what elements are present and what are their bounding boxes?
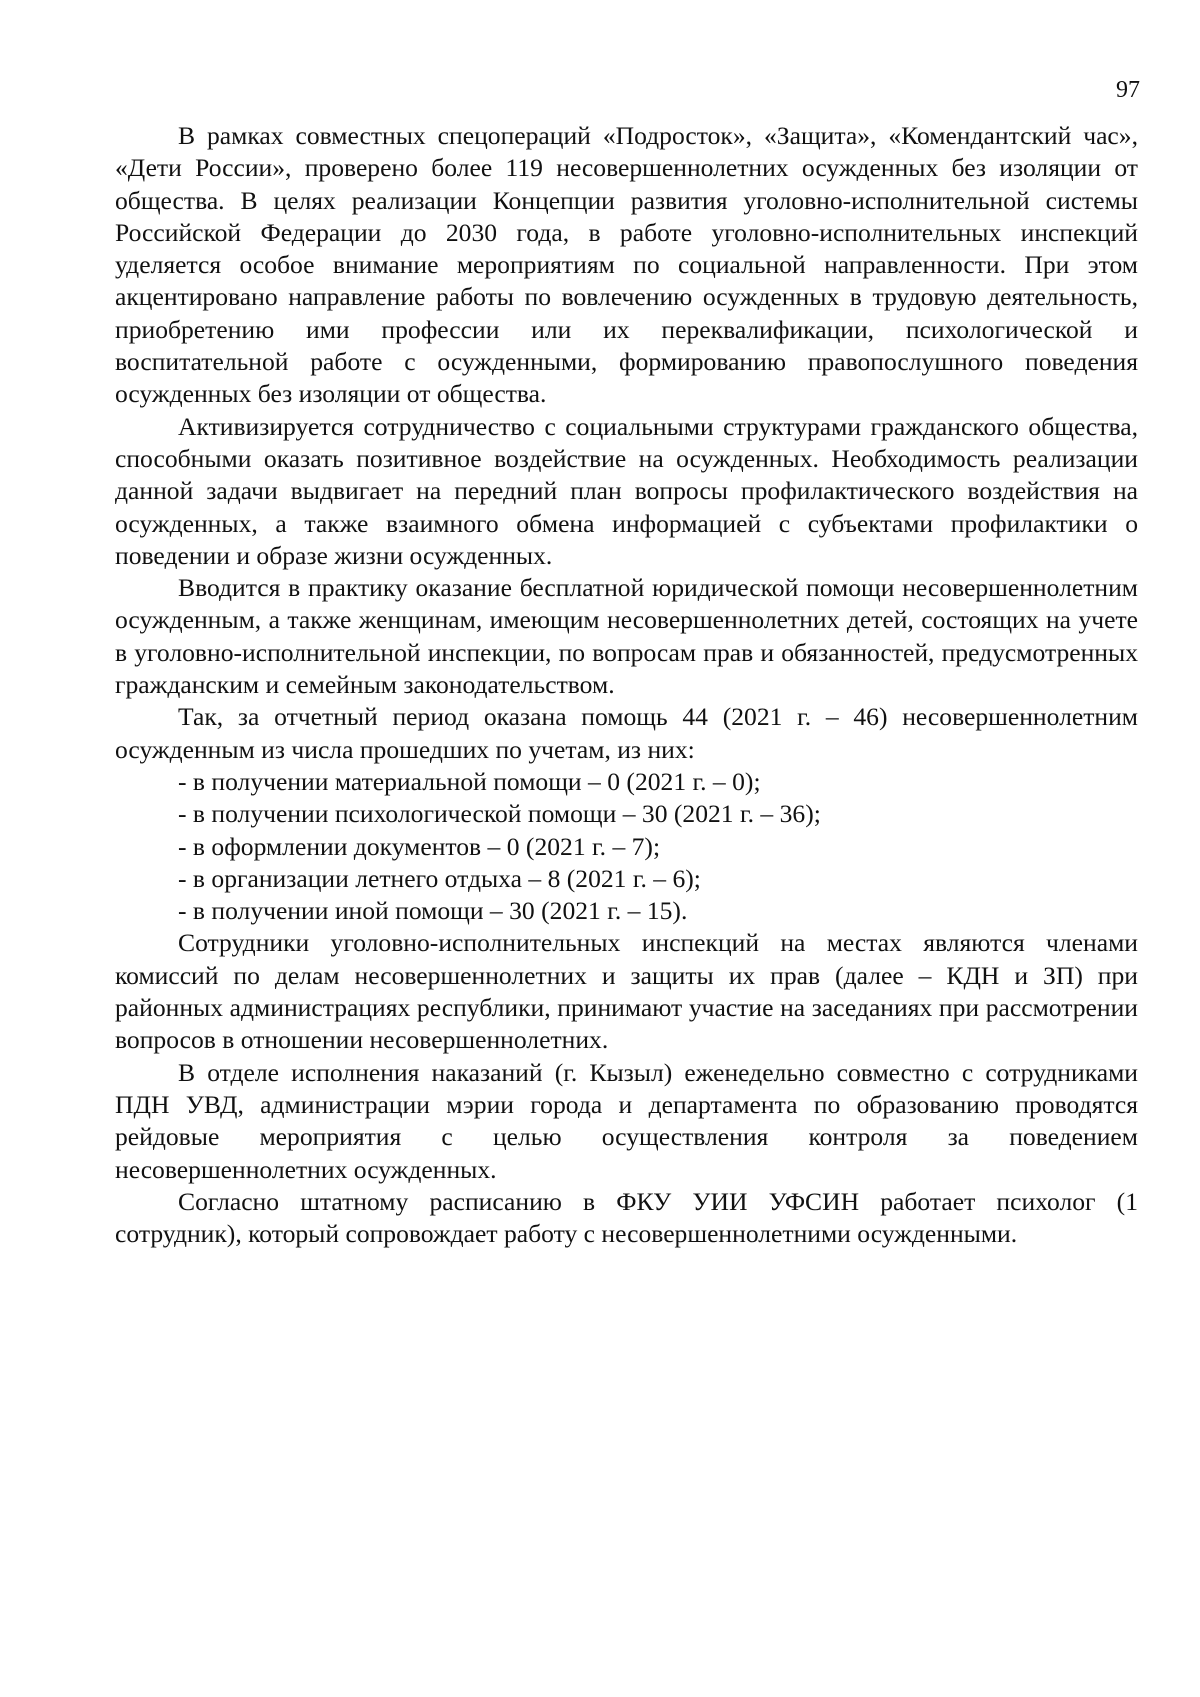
list-item: - в получении иной помощи – 30 (2021 г. – 15). — [178, 896, 688, 926]
paragraph-psychologist: Согласно штатному расписанию в ФКУ УИИ УФСИН работает психолог (1 сотрудник), который сопровождает работу с несовершеннолетними осужденными. — [115, 1186, 1138, 1249]
paragraph-commission-membership: Сотрудники уголовно-исполнительных инспекций на местах являются членами комиссий по делам несовершеннолетних и защиты их прав (далее – КДН и ЗП) при районных администрациях республики, принимают участие на заседаниях при рассмотрении вопросов в отношении несовершеннолетних. — [115, 928, 1138, 1055]
list-item: - в получении психологической помощи – 30 (2021 г. – 36); — [178, 799, 821, 829]
paragraph-civil-society-cooperation: Активизируется сотрудничество с социальными структурами гражданского общества, способными оказать позитивное воздействие на осужденных. Необходимость реализации данной задачи выдвигает на передний план вопросы профилактического воздействия на осужденных, а также взаимного обмена информацией с субъектами профилактики о поведении и образе жизни осужденных. — [115, 411, 1138, 570]
list-item: - в получении материальной помощи – 0 (2021 г. – 0); — [178, 766, 761, 796]
list-item: - в организации летнего отдыха – 8 (2021 г. – 6); — [178, 863, 701, 893]
paragraph-legal-assistance: Вводится в практику оказание бесплатной юридической помощи несовершеннолетним осужденным, а также женщинам, имеющим несовершеннолетних детей, состоящих на учете в уголовно-исполнительной инспекции, по вопросам прав и обязанностей, предусмотренных гражданским и семейным законодательством. — [115, 573, 1138, 700]
document-body — [115, 120, 1138, 1250]
assistance-list — [115, 766, 1138, 927]
list-item: - в оформлении документов – 0 (2021 г. – 7); — [178, 831, 661, 861]
page-number: 97 — [1116, 77, 1140, 103]
paragraph-special-operations: В рамках совместных спецопераций «Подросток», «Защита», «Комендантский час», «Дети России», проверено более 119 несовершеннолетних осужденных без изоляции от общества. В целях реализации Концепции развития уголовно-исполнительной системы Российской Федерации до 2030 года, в работе уголовно-исполнительных инспекций уделяется особое внимание мероприятиям по социальной направленности. При этом акцентировано направление работы по вовлечению осужденных в трудовую деятельность, приобретению ими профессии или их переквалификации, психологической и воспитательной работе с осужденными, формированию правопослушного поведения осужденных без изоляции от общества. — [115, 121, 1138, 409]
paragraph-raid-activities: В отделе исполнения наказаний (г. Кызыл) еженедельно совместно с сотрудниками ПДН УВД, администрации мэрии города и департамента по образованию проводятся рейдовые мероприятия с целью осуществления контроля за поведением несовершеннолетних осужденных. — [115, 1057, 1138, 1184]
paragraph-assistance-summary: Так, за отчетный период оказана помощь 44 (2021 г. – 46) несовершеннолетним осужденным из числа прошедших по учетам, из них: — [115, 702, 1138, 764]
